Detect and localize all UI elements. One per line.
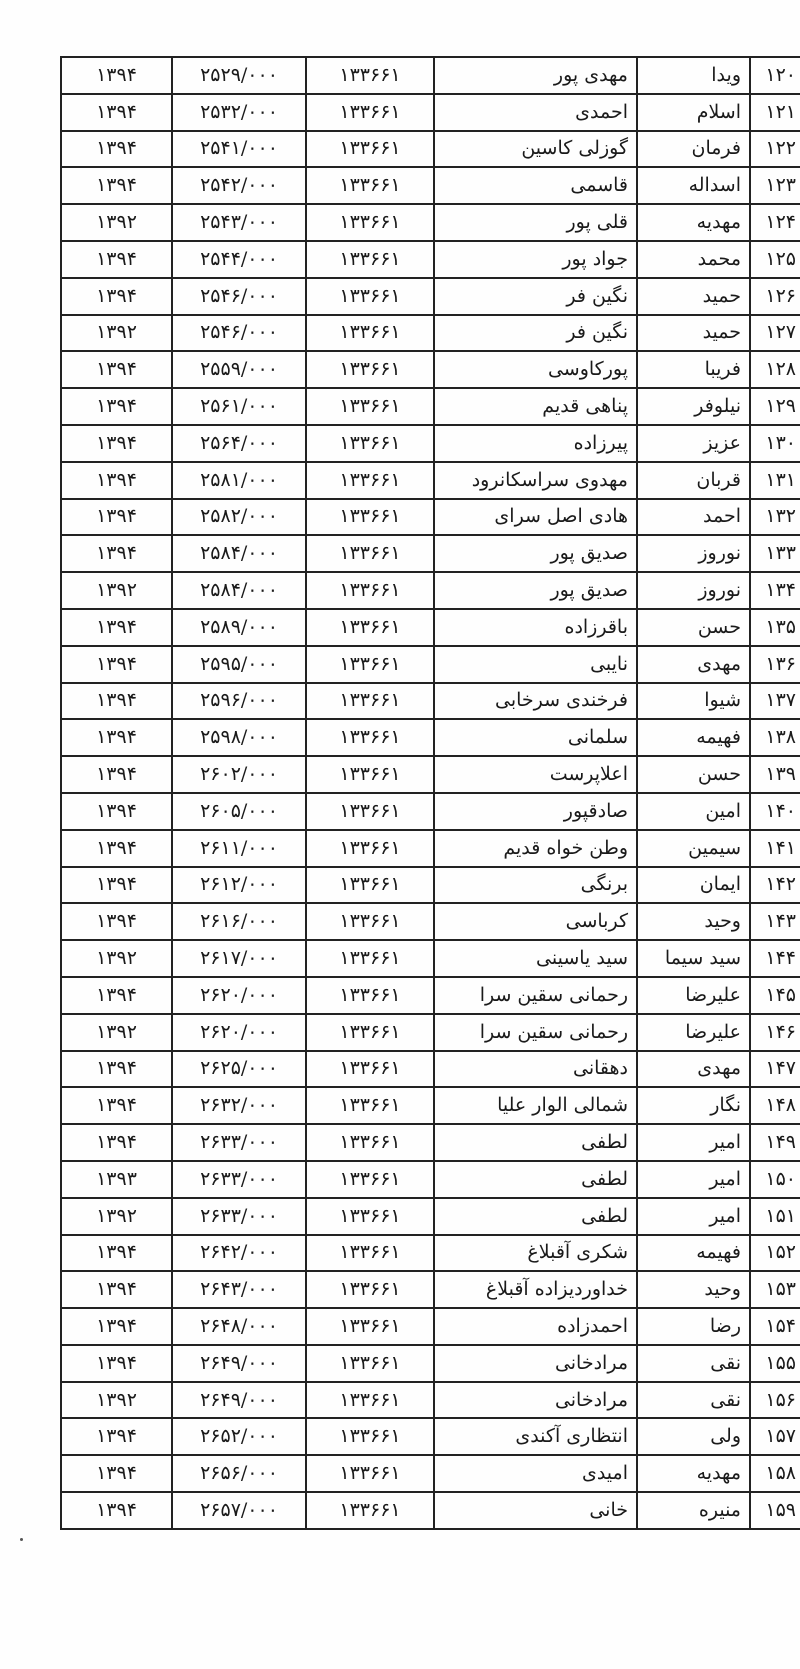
last-name-cell: پناهی قدیم (434, 388, 637, 425)
first-name-cell: نگار (637, 1087, 750, 1124)
last-name-cell: احمدی (434, 94, 637, 131)
last-name-cell: انتظاری آکندی (434, 1418, 637, 1455)
last-name-cell: جواد پور (434, 241, 637, 278)
year-cell: ۱۳۹۴ (61, 793, 172, 830)
code-cell: ۱۳۳۶۶۱ (306, 1455, 434, 1492)
table-row (61, 1087, 800, 1124)
document-number-cell: ۲۵۶۱/۰۰۰ (172, 388, 306, 425)
year-cell: ۱۳۹۲ (61, 204, 172, 241)
first-name-cell: وحید (637, 903, 750, 940)
year-cell: ۱۳۹۲ (61, 572, 172, 609)
year-cell: ۱۳۹۲ (61, 315, 172, 352)
document-number-cell: ۲۵۸۱/۰۰۰ (172, 462, 306, 499)
table-row (61, 977, 800, 1014)
year-cell: ۱۳۹۴ (61, 57, 172, 94)
year-cell: ۱۳۹۴ (61, 1051, 172, 1088)
year-cell: ۱۳۹۴ (61, 719, 172, 756)
document-number-cell: ۲۶۴۲/۰۰۰ (172, 1235, 306, 1272)
last-name-cell: شمالی الوار علیا (434, 1087, 637, 1124)
year-cell: ۱۳۹۴ (61, 830, 172, 867)
last-name-cell: احمدزاده (434, 1308, 637, 1345)
document-number-cell: ۲۶۵۷/۰۰۰ (172, 1492, 306, 1529)
row-number-cell: ۱۳۲ (750, 499, 800, 536)
document-number-cell: ۲۵۸۹/۰۰۰ (172, 609, 306, 646)
code-cell: ۱۳۳۶۶۱ (306, 1198, 434, 1235)
last-name-cell: رحمانی سقین سرا (434, 1014, 637, 1051)
first-name-cell: مهدیه (637, 1455, 750, 1492)
document-number-cell: ۲۵۹۸/۰۰۰ (172, 719, 306, 756)
year-cell: ۱۳۹۴ (61, 1492, 172, 1529)
document-number-cell: ۲۵۹۵/۰۰۰ (172, 646, 306, 683)
row-number-cell: ۱۲۴ (750, 204, 800, 241)
last-name-cell: قاسمی (434, 167, 637, 204)
code-cell: ۱۳۳۶۶۱ (306, 1087, 434, 1124)
row-number-cell: ۱۴۹ (750, 1124, 800, 1161)
code-cell: ۱۳۳۶۶۱ (306, 278, 434, 315)
table-row (61, 609, 800, 646)
document-number-cell: ۲۶۰۵/۰۰۰ (172, 793, 306, 830)
table-row (61, 94, 800, 131)
row-number-cell: ۱۵۴ (750, 1308, 800, 1345)
table-row (61, 1382, 800, 1419)
first-name-cell: امیر (637, 1161, 750, 1198)
table-row (61, 1492, 800, 1529)
row-number-cell: ۱۳۷ (750, 683, 800, 720)
code-cell: ۱۳۳۶۶۱ (306, 646, 434, 683)
row-number-cell: ۱۳۱ (750, 462, 800, 499)
last-name-cell: مهدوی سراسکانرود (434, 462, 637, 499)
code-cell: ۱۳۳۶۶۱ (306, 609, 434, 646)
document-number-cell: ۲۶۰۲/۰۰۰ (172, 756, 306, 793)
table-row (61, 1051, 800, 1088)
code-cell: ۱۳۳۶۶۱ (306, 57, 434, 94)
first-name-cell: امین (637, 793, 750, 830)
last-name-cell: برنگی (434, 867, 637, 904)
table-row (61, 940, 800, 977)
row-number-cell: ۱۳۸ (750, 719, 800, 756)
row-number-cell: ۱۵۳ (750, 1271, 800, 1308)
scan-speck (20, 1538, 23, 1541)
row-number-cell: ۱۵۱ (750, 1198, 800, 1235)
table-row (61, 1345, 800, 1382)
year-cell: ۱۳۹۴ (61, 1087, 172, 1124)
year-cell: ۱۳۹۴ (61, 351, 172, 388)
row-number-cell: ۱۵۶ (750, 1382, 800, 1419)
last-name-cell: صدیق پور (434, 572, 637, 609)
code-cell: ۱۳۳۶۶۱ (306, 1418, 434, 1455)
table-row (61, 499, 800, 536)
last-name-cell: وطن خواه قدیم (434, 830, 637, 867)
last-name-cell: مرادخانی (434, 1382, 637, 1419)
table-row (61, 903, 800, 940)
last-name-cell: کرباسی (434, 903, 637, 940)
row-number-cell: ۱۵۲ (750, 1235, 800, 1272)
first-name-cell: اسداله (637, 167, 750, 204)
year-cell: ۱۳۹۴ (61, 499, 172, 536)
code-cell: ۱۳۳۶۶۱ (306, 388, 434, 425)
last-name-cell: مهدی پور (434, 57, 637, 94)
first-name-cell: فهیمه (637, 1235, 750, 1272)
last-name-cell: لطفی (434, 1124, 637, 1161)
document-number-cell: ۲۵۸۴/۰۰۰ (172, 535, 306, 572)
year-cell: ۱۳۹۴ (61, 1345, 172, 1382)
first-name-cell: حسن (637, 609, 750, 646)
code-cell: ۱۳۳۶۶۱ (306, 830, 434, 867)
document-number-cell: ۲۶۲۰/۰۰۰ (172, 1014, 306, 1051)
document-number-cell: ۲۵۴۳/۰۰۰ (172, 204, 306, 241)
table-row (61, 1455, 800, 1492)
first-name-cell: شیوا (637, 683, 750, 720)
year-cell: ۱۳۹۲ (61, 1382, 172, 1419)
document-number-cell: ۲۶۴۹/۰۰۰ (172, 1345, 306, 1382)
code-cell: ۱۳۳۶۶۱ (306, 535, 434, 572)
table-row (61, 351, 800, 388)
document-number-cell: ۲۶۵۶/۰۰۰ (172, 1455, 306, 1492)
year-cell: ۱۳۹۲ (61, 940, 172, 977)
first-name-cell: منیره (637, 1492, 750, 1529)
year-cell: ۱۳۹۴ (61, 867, 172, 904)
table-row (61, 57, 800, 94)
first-name-cell: رضا (637, 1308, 750, 1345)
first-name-cell: نوروز (637, 535, 750, 572)
table-row (61, 315, 800, 352)
last-name-cell: باقرزاده (434, 609, 637, 646)
first-name-cell: نقی (637, 1345, 750, 1382)
row-number-cell: ۱۲۲ (750, 131, 800, 168)
row-number-cell: ۱۲۳ (750, 167, 800, 204)
first-name-cell: مهدیه (637, 204, 750, 241)
year-cell: ۱۳۹۲ (61, 1014, 172, 1051)
table-row (61, 793, 800, 830)
last-name-cell: هادی اصل سرای (434, 499, 637, 536)
document-number-cell: ۲۵۴۶/۰۰۰ (172, 315, 306, 352)
code-cell: ۱۳۳۶۶۱ (306, 167, 434, 204)
row-number-cell: ۱۴۴ (750, 940, 800, 977)
last-name-cell: قلی پور (434, 204, 637, 241)
last-name-cell: مرادخانی (434, 1345, 637, 1382)
last-name-cell: خانی (434, 1492, 637, 1529)
document-number-cell: ۲۵۴۴/۰۰۰ (172, 241, 306, 278)
table-row (61, 241, 800, 278)
table-row (61, 535, 800, 572)
first-name-cell: امیر (637, 1198, 750, 1235)
year-cell: ۱۳۹۴ (61, 1235, 172, 1272)
last-name-cell: فرخندی سرخابی (434, 683, 637, 720)
year-cell: ۱۳۹۴ (61, 388, 172, 425)
year-cell: ۱۳۹۴ (61, 977, 172, 1014)
last-name-cell: سید یاسینی (434, 940, 637, 977)
table-row (61, 1124, 800, 1161)
document-number-cell: ۲۵۸۲/۰۰۰ (172, 499, 306, 536)
year-cell: ۱۳۹۳ (61, 1161, 172, 1198)
document-number-cell: ۲۶۴۳/۰۰۰ (172, 1271, 306, 1308)
last-name-cell: خداوردیزاده آقبلاغ (434, 1271, 637, 1308)
row-number-cell: ۱۳۵ (750, 609, 800, 646)
first-name-cell: فهیمه (637, 719, 750, 756)
year-cell: ۱۳۹۴ (61, 241, 172, 278)
first-name-cell: مهدی (637, 646, 750, 683)
first-name-cell: ویدا (637, 57, 750, 94)
first-name-cell: مهدی (637, 1051, 750, 1088)
code-cell: ۱۳۳۶۶۱ (306, 131, 434, 168)
row-number-cell: ۱۵۹ (750, 1492, 800, 1529)
table-row (61, 1235, 800, 1272)
year-cell: ۱۳۹۴ (61, 94, 172, 131)
code-cell: ۱۳۳۶۶۱ (306, 683, 434, 720)
row-number-cell: ۱۳۹ (750, 756, 800, 793)
table-row (61, 756, 800, 793)
year-cell: ۱۳۹۴ (61, 1308, 172, 1345)
document-number-cell: ۲۶۴۸/۰۰۰ (172, 1308, 306, 1345)
table-row (61, 1418, 800, 1455)
document-number-cell: ۲۵۹۶/۰۰۰ (172, 683, 306, 720)
document-number-cell: ۲۶۱۲/۰۰۰ (172, 867, 306, 904)
row-number-cell: ۱۴۸ (750, 1087, 800, 1124)
year-cell: ۱۳۹۴ (61, 278, 172, 315)
code-cell: ۱۳۳۶۶۱ (306, 351, 434, 388)
row-number-cell: ۱۴۳ (750, 903, 800, 940)
row-number-cell: ۱۵۰ (750, 1161, 800, 1198)
last-name-cell: شکری آقبلاغ (434, 1235, 637, 1272)
document-number-cell: ۲۶۲۰/۰۰۰ (172, 977, 306, 1014)
document-number-cell: ۲۶۴۹/۰۰۰ (172, 1382, 306, 1419)
document-number-cell: ۲۵۸۴/۰۰۰ (172, 572, 306, 609)
code-cell: ۱۳۳۶۶۱ (306, 756, 434, 793)
row-number-cell: ۱۴۱ (750, 830, 800, 867)
row-number-cell: ۱۵۵ (750, 1345, 800, 1382)
document-number-cell: ۲۶۳۳/۰۰۰ (172, 1124, 306, 1161)
code-cell: ۱۳۳۶۶۱ (306, 499, 434, 536)
first-name-cell: نیلوفر (637, 388, 750, 425)
code-cell: ۱۳۳۶۶۱ (306, 1014, 434, 1051)
row-number-cell: ۱۴۶ (750, 1014, 800, 1051)
row-number-cell: ۱۲۵ (750, 241, 800, 278)
row-number-cell: ۱۲۶ (750, 278, 800, 315)
row-number-cell: ۱۴۲ (750, 867, 800, 904)
last-name-cell: صادقپور (434, 793, 637, 830)
row-number-cell: ۱۵۷ (750, 1418, 800, 1455)
row-number-cell: ۱۲۸ (750, 351, 800, 388)
code-cell: ۱۳۳۶۶۱ (306, 1051, 434, 1088)
first-name-cell: سید سیما (637, 940, 750, 977)
document-number-cell: ۲۵۶۴/۰۰۰ (172, 425, 306, 462)
year-cell: ۱۳۹۴ (61, 1455, 172, 1492)
last-name-cell: سلمانی (434, 719, 637, 756)
first-name-cell: امیر (637, 1124, 750, 1161)
last-name-cell: گوزلی کاسین (434, 131, 637, 168)
code-cell: ۱۳۳۶۶۱ (306, 425, 434, 462)
code-cell: ۱۳۳۶۶۱ (306, 315, 434, 352)
document-number-cell: ۲۶۳۳/۰۰۰ (172, 1198, 306, 1235)
table-row (61, 462, 800, 499)
table-row (61, 167, 800, 204)
year-cell: ۱۳۹۴ (61, 425, 172, 462)
code-cell: ۱۳۳۶۶۱ (306, 719, 434, 756)
document-number-cell: ۲۶۱۷/۰۰۰ (172, 940, 306, 977)
last-name-cell: پیرزاده (434, 425, 637, 462)
row-number-cell: ۱۴۰ (750, 793, 800, 830)
year-cell: ۱۳۹۴ (61, 131, 172, 168)
table-row (61, 867, 800, 904)
table-row (61, 1014, 800, 1051)
code-cell: ۱۳۳۶۶۱ (306, 204, 434, 241)
document-number-cell: ۲۵۲۹/۰۰۰ (172, 57, 306, 94)
table-row (61, 1271, 800, 1308)
document-number-cell: ۲۶۱۱/۰۰۰ (172, 830, 306, 867)
row-number-cell: ۱۳۶ (750, 646, 800, 683)
table-row (61, 1198, 800, 1235)
first-name-cell: علیرضا (637, 1014, 750, 1051)
code-cell: ۱۳۳۶۶۱ (306, 1271, 434, 1308)
year-cell: ۱۳۹۴ (61, 756, 172, 793)
year-cell: ۱۳۹۴ (61, 683, 172, 720)
code-cell: ۱۳۳۶۶۱ (306, 1308, 434, 1345)
records-table-body (61, 57, 800, 1529)
table-row (61, 388, 800, 425)
document-number-cell: ۲۶۵۲/۰۰۰ (172, 1418, 306, 1455)
first-name-cell: ایمان (637, 867, 750, 904)
row-number-cell: ۱۳۴ (750, 572, 800, 609)
table-row (61, 572, 800, 609)
year-cell: ۱۳۹۲ (61, 1198, 172, 1235)
year-cell: ۱۳۹۴ (61, 1124, 172, 1161)
first-name-cell: اسلام (637, 94, 750, 131)
row-number-cell: ۱۲۹ (750, 388, 800, 425)
year-cell: ۱۳۹۴ (61, 167, 172, 204)
document-number-cell: ۲۶۳۲/۰۰۰ (172, 1087, 306, 1124)
code-cell: ۱۳۳۶۶۱ (306, 1161, 434, 1198)
table-row (61, 204, 800, 241)
table-row (61, 830, 800, 867)
last-name-cell: امیدی (434, 1455, 637, 1492)
code-cell: ۱۳۳۶۶۱ (306, 241, 434, 278)
code-cell: ۱۳۳۶۶۱ (306, 977, 434, 1014)
first-name-cell: فریبا (637, 351, 750, 388)
year-cell: ۱۳۹۴ (61, 1271, 172, 1308)
first-name-cell: سیمین (637, 830, 750, 867)
code-cell: ۱۳۳۶۶۱ (306, 940, 434, 977)
document-number-cell: ۲۶۳۳/۰۰۰ (172, 1161, 306, 1198)
document-number-cell: ۲۵۳۲/۰۰۰ (172, 94, 306, 131)
last-name-cell: لطفی (434, 1198, 637, 1235)
first-name-cell: احمد (637, 499, 750, 536)
code-cell: ۱۳۳۶۶۱ (306, 1382, 434, 1419)
first-name-cell: محمد (637, 241, 750, 278)
table-row (61, 278, 800, 315)
year-cell: ۱۳۹۴ (61, 462, 172, 499)
document-number-cell: ۲۵۵۹/۰۰۰ (172, 351, 306, 388)
last-name-cell: دهقانی (434, 1051, 637, 1088)
table-row (61, 646, 800, 683)
table-row (61, 683, 800, 720)
code-cell: ۱۳۳۶۶۱ (306, 1235, 434, 1272)
document-number-cell: ۲۵۴۲/۰۰۰ (172, 167, 306, 204)
last-name-cell: رحمانی سقین سرا (434, 977, 637, 1014)
first-name-cell: عزیز (637, 425, 750, 462)
first-name-cell: وحید (637, 1271, 750, 1308)
year-cell: ۱۳۹۴ (61, 1418, 172, 1455)
row-number-cell: ۱۴۷ (750, 1051, 800, 1088)
row-number-cell: ۱۳۰ (750, 425, 800, 462)
last-name-cell: نگین فر (434, 315, 637, 352)
last-name-cell: نگین فر (434, 278, 637, 315)
table-row (61, 425, 800, 462)
code-cell: ۱۳۳۶۶۱ (306, 1124, 434, 1161)
code-cell: ۱۳۳۶۶۱ (306, 94, 434, 131)
last-name-cell: صدیق پور (434, 535, 637, 572)
row-number-cell: ۱۲۰ (750, 57, 800, 94)
first-name-cell: علیرضا (637, 977, 750, 1014)
first-name-cell: فرمان (637, 131, 750, 168)
table-row (61, 131, 800, 168)
row-number-cell: ۱۳۳ (750, 535, 800, 572)
document-number-cell: ۲۶۲۵/۰۰۰ (172, 1051, 306, 1088)
document-number-cell: ۲۵۴۶/۰۰۰ (172, 278, 306, 315)
code-cell: ۱۳۳۶۶۱ (306, 793, 434, 830)
table-row (61, 719, 800, 756)
first-name-cell: نوروز (637, 572, 750, 609)
code-cell: ۱۳۳۶۶۱ (306, 1345, 434, 1382)
last-name-cell: پورکاوسی (434, 351, 637, 388)
row-number-cell: ۱۲۷ (750, 315, 800, 352)
first-name-cell: حمید (637, 315, 750, 352)
first-name-cell: حمید (637, 278, 750, 315)
year-cell: ۱۳۹۴ (61, 535, 172, 572)
code-cell: ۱۳۳۶۶۱ (306, 867, 434, 904)
first-name-cell: حسن (637, 756, 750, 793)
code-cell: ۱۳۳۶۶۱ (306, 572, 434, 609)
code-cell: ۱۳۳۶۶۱ (306, 1492, 434, 1529)
table-row (61, 1308, 800, 1345)
first-name-cell: قربان (637, 462, 750, 499)
first-name-cell: ولی (637, 1418, 750, 1455)
last-name-cell: نایبی (434, 646, 637, 683)
document-number-cell: ۲۶۱۶/۰۰۰ (172, 903, 306, 940)
records-table (60, 56, 800, 1530)
last-name-cell: اعلاپرست (434, 756, 637, 793)
year-cell: ۱۳۹۴ (61, 903, 172, 940)
year-cell: ۱۳۹۴ (61, 609, 172, 646)
document-number-cell: ۲۵۴۱/۰۰۰ (172, 131, 306, 168)
first-name-cell: نقی (637, 1382, 750, 1419)
last-name-cell: لطفی (434, 1161, 637, 1198)
table-row (61, 1161, 800, 1198)
year-cell: ۱۳۹۴ (61, 646, 172, 683)
code-cell: ۱۳۳۶۶۱ (306, 462, 434, 499)
code-cell: ۱۳۳۶۶۱ (306, 903, 434, 940)
row-number-cell: ۱۴۵ (750, 977, 800, 1014)
row-number-cell: ۱۲۱ (750, 94, 800, 131)
row-number-cell: ۱۵۸ (750, 1455, 800, 1492)
